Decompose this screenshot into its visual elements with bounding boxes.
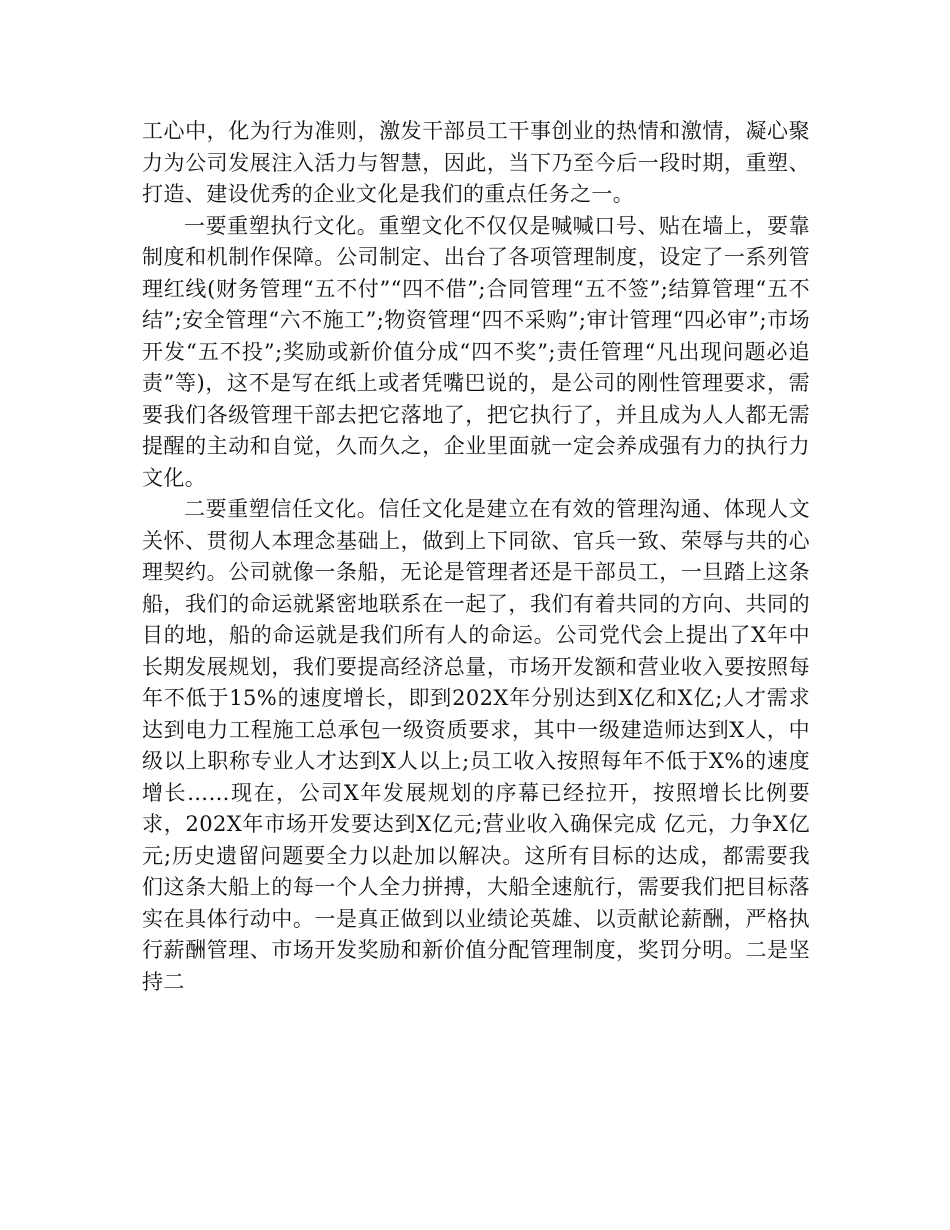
paragraph-continuation: 工心中，化为行为准则，激发干部员工干事创业的热情和激情，凝心聚力为公司发展注入活力与智慧，因此，当下乃至今后一段时期，重塑、打造、建设优秀的企业文化是我们的重点任务之一。 (142, 119, 810, 206)
document-body (142, 116, 810, 998)
paragraph-trust-culture: 二要重塑信任文化。信任文化是建立在有效的管理沟通、体现人文关怀、贯彻人本理念基础上，做到上下同欲、官兵一致、荣辱与共的心理契约。公司就像一条船，无论是管理者还是干部员工，一旦踏上这条船，我们的命运就紧密地联系在一起了，我们有着共同的方向、共同的目的地，船的命运就是我们所有人的命运。公司党代会上提出了X年中长期发展规划，我们要提高经济总量，市场开发额和营业收入要按照每年不低于15%的速度增长，即到202X年分别达到X亿和X亿;人才需求达到电力工程施工总承包一级资质要求，其中一级建造师达到X人，中级以上职称专业人才达到X人以上;员工收入按照每年不低于X%的速度增长……现在，公司X年发展规划的序幕已经拉开，按照增长比例要求，202X年市场开发要达到X亿元;营业收入确保完成 亿元，力争X亿元;历史遗留问题要全力以赴加以解决。这所有目标的达成，都需要我们这条大船上的每一个人全力拼搏，大船全速航行，需要我们把目标落实在具体行动中。一是真正做到以业绩论英雄、以贡献论薪酬，严格执行薪酬管理、市场开发奖励和新价值分配管理制度，奖罚分明。二是坚持二 (142, 497, 810, 994)
paragraph-execution-culture: 一要重塑执行文化。重塑文化不仅仅是喊喊口号、贴在墙上，要靠制度和机制作保障。公司制定、出台了各项管理制度，设定了一系列管理红线(财务管理“五不付”“四不借”;合同管理“五不签”;结算管理“五不结”;安全管理“六不施工”;物资管理“四不采购”;审计管理“四必审”;市场开发“五不投”;奖励或新价值分成“四不奖”;责任管理“凡出现问题必追责”等)，这不是写在纸上或者凭嘴巴说的，是公司的刚性管理要求，需要我们各级管理干部去把它落地了，把它执行了，并且成为人人都无需提醒的主动和自觉，久而久之，企业里面就一定会养成强有力的执行力文化。 (142, 213, 810, 490)
